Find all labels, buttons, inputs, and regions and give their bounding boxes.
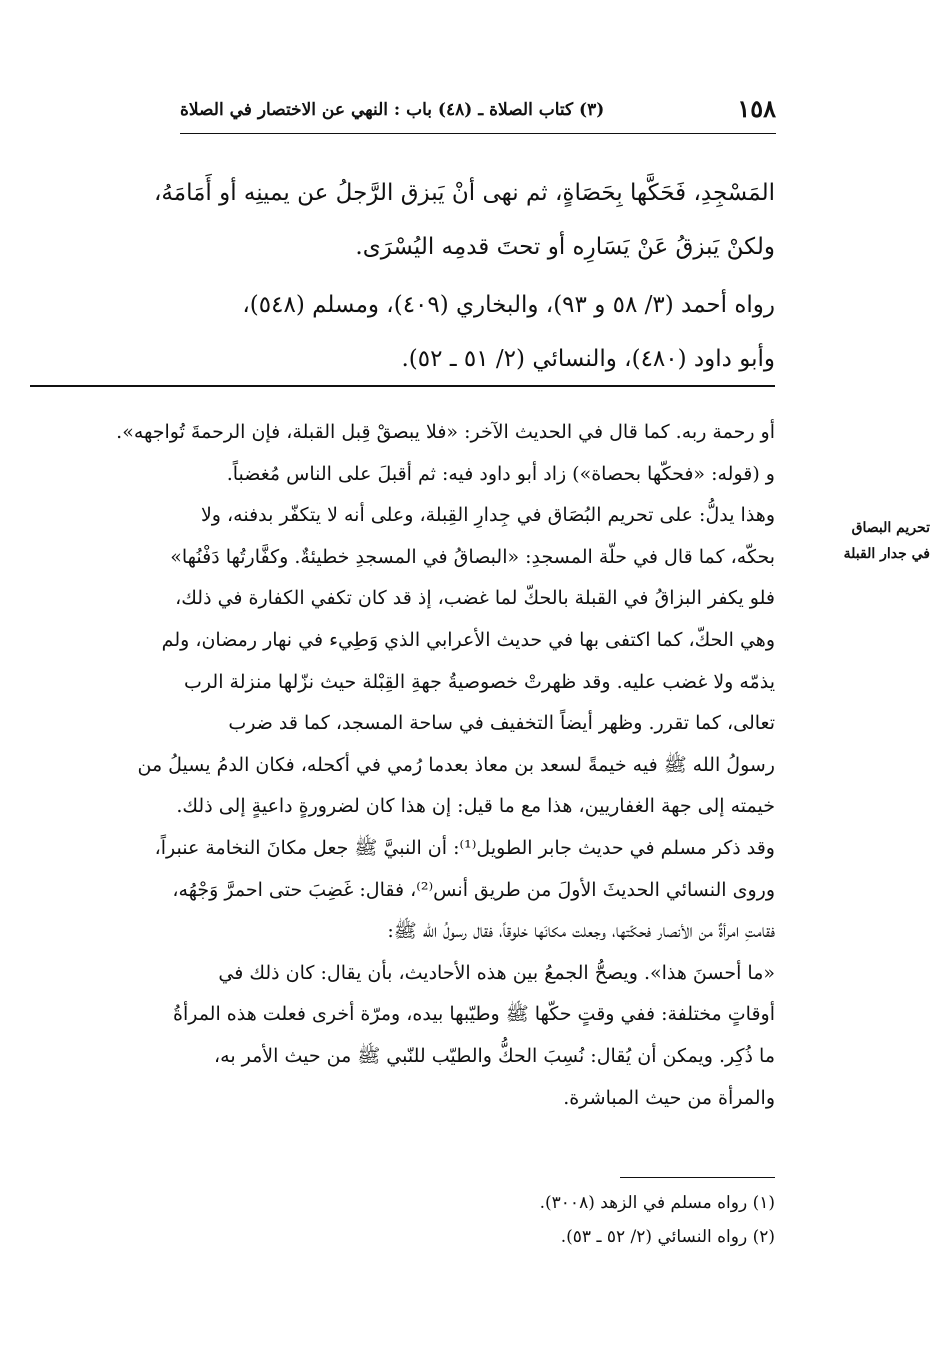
margin-note-line: في جدار القبلة [843, 546, 930, 562]
commentary-line: تعالى، كما تقرر. وظهر أيضاً التخفيف في ساحة المسجد، كما قد ضرب [228, 712, 775, 735]
commentary-line: فقامتِ امرأةٌ من الأنصار فحكّتها، وجعلت مكانَها خلوقاً، فقال رسولُ الله ﷺ: [387, 920, 775, 943]
commentary-line: يذمّه ولا غضب عليه. وقد ظهرتْ خصوصيةُ جهةِ القِبْلة حيث نزّلها منزلة الرب [184, 670, 775, 693]
section-divider [30, 385, 775, 387]
margin-note [790, 515, 930, 567]
commentary-line: فلو يكفر البزاقُ في القبلة بالحكّ لما غضب، إذ قد كان تكفي الكفارة في ذلك، [175, 587, 775, 610]
commentary-line: أو رحمة ربه. كما قال في الحديث الآخر: «فلا يبصقْ قِبل القبلة، فإن الرحمةَ تُواجهه». [116, 421, 775, 443]
commentary-line: ما ذُكِر. ويمكن أن يُقال: نُسِبَ الحكُّ والطيّب للنّبي ﷺ من حيث الأمر به، [214, 1044, 775, 1067]
commentary-line: رسولُ الله ﷺ فيه خيمةً لسعد بن معاذ بعدما رُمي في أكحله، فكان الدمُ يسيلُ من [137, 753, 775, 776]
commentary-line: «ما أحسنَ هذا». ويصحُّ الجمعُ بين هذه الأحاديث، بأن يقال: كان ذلك في [218, 961, 775, 984]
footnote-rule [620, 1177, 775, 1178]
hadith-line: ولكنْ يَبزقُ عَنْ يَسَارِه أو تحتَ قدمِه اليُسْرَى. [355, 234, 775, 260]
commentary-line: وقد ذكر مسلم في حديث جابر الطويل⁽¹⁾: أن النبيَّ ﷺ جعل مكانَ النخامة عنبراً، [154, 836, 775, 859]
footnotes [30, 1186, 775, 1254]
hadith-source-line: وأبو داود (٤٨٠)، والنسائي (٢/ ٥١ ـ ٥٢). [401, 346, 775, 372]
commentary-text [30, 412, 775, 1119]
commentary-line: وهي الحكّ، كما اكتفى بها في حديث الأعرابي الذي وَطِيء في نهار رمضان، ولم [161, 628, 775, 651]
footnote: (١) رواه مسلم في الزهد (٣٠٠٨). [539, 1193, 775, 1213]
hadith-source-line: رواه أحمد (٣/ ٥٨ و ٩٣)، والبخاري (٤٠٩)، ومسلم (٥٤٨)، [242, 292, 775, 318]
margin-note-line: تحريم البصاق [851, 520, 930, 536]
page-header [180, 92, 776, 128]
commentary-line: والمرأة من حيث المباشرة. [563, 1086, 775, 1109]
hadith-line: المَسْجِدِ، فَحَكَّها بِحَصَاةٍ، ثم نهى أنْ يَبزق الرَّجلُ عن يمينِه أو أَمَامَهُ، [154, 180, 775, 206]
page-number: ١٥٨ [737, 94, 776, 123]
running-title: (٣) كتاب الصلاة ـ (٤٨) باب : النهي عن الاختصار في الصلاة [180, 100, 605, 120]
commentary-line: وروى النسائي الحديثَ الأولَ من طريق أنس⁽²⁾، فقال: غَضِبَ حتى احمرَّ وَجْهُه، [172, 878, 775, 901]
commentary-line: بحكّه، كما قال في حلّة المسجدِ: «البصاقُ في المسجدِ خطيئةٌ. وكفَّارتُها دَفْنُها» [170, 545, 775, 568]
hadith-text [30, 166, 775, 386]
header-rule [180, 133, 776, 134]
commentary-line: خيمته إلى جهة الغفاريين، هذا مع ما قيل: إن هذا كان لضرورةٍ داعيةٍ إلى ذلك. [176, 795, 775, 818]
footnote: (٢) رواه النسائي (٢/ ٥٢ ـ ٥٣). [560, 1227, 775, 1247]
commentary-line: أوقاتٍ مختلفة: ففي وقتٍ حكّها ﷺ وطيّبها بيده، ومرّة أخرى فعلت هذه المرأةُ [172, 1003, 775, 1026]
commentary-line: وهذا يدلُّ: على تحريم البُصَاق في جِدارِ القِبلة، وعلى أنه لا يتكفّر بدفنه، ولا [200, 504, 775, 527]
commentary-line: و (قوله: «فحكّها بحصاة») زاد أبو داود فيه: ثم أقبلَ على الناس مُغضباً. [226, 462, 775, 485]
